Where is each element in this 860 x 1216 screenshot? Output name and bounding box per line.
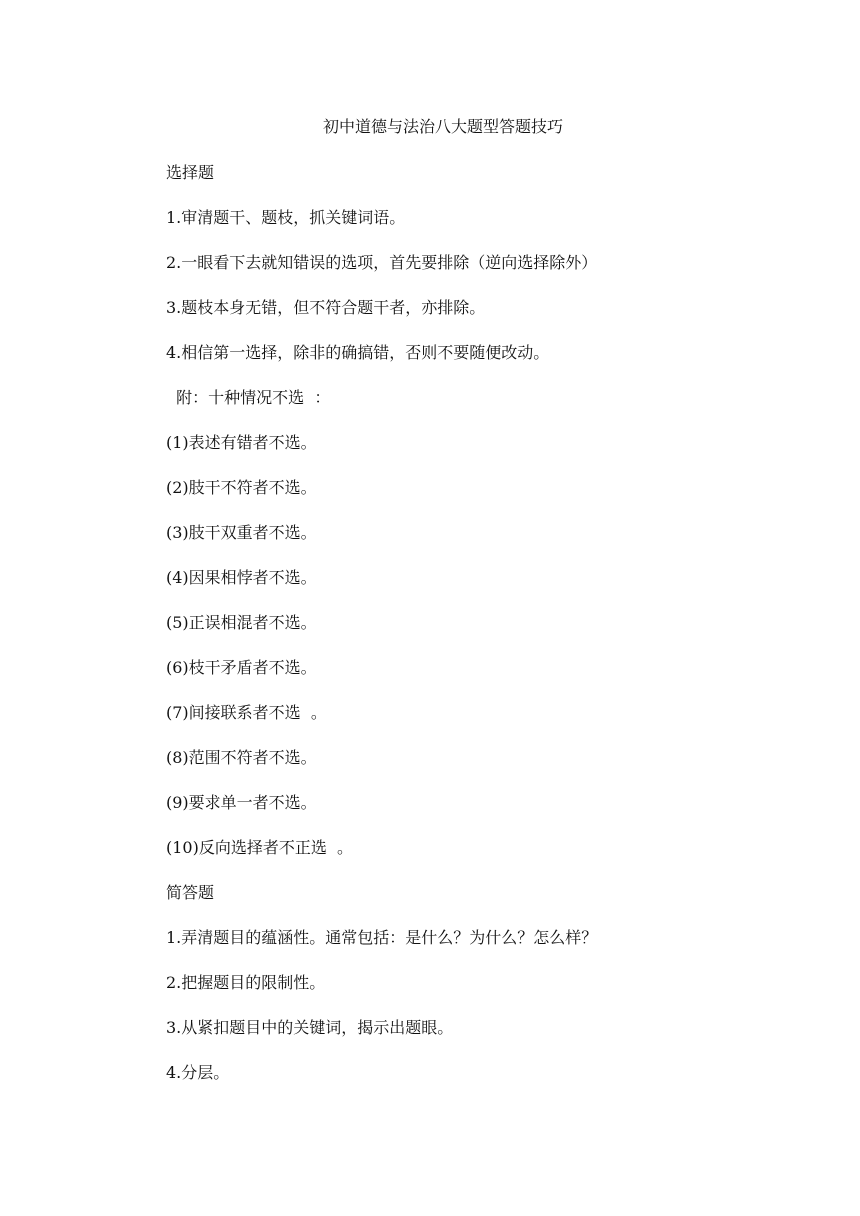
list-item: (3)肢干双重者不选。 xyxy=(166,523,317,542)
appendix-heading: 附：十种情况不选 ： xyxy=(166,388,331,407)
list-item: (4)因果相悖者不选。 xyxy=(166,568,317,587)
list-item: (1)表述有错者不选。 xyxy=(166,433,317,452)
list-item: (2)肢干不符者不选。 xyxy=(166,478,317,497)
paragraph-line: 3.从紧扣题目中的关键词，揭示出题眼。 xyxy=(166,1018,454,1037)
paragraph-line: 4.分层。 xyxy=(166,1063,230,1082)
list-item: (7)间接联系者不选 。 xyxy=(166,703,327,722)
document-title: 初中道德与法治八大题型答题技巧 xyxy=(322,117,563,136)
section-heading-short-answer: 简答题 xyxy=(166,883,215,902)
paragraph-line: 3.题枝本身无错，但不符合题干者，亦排除。 xyxy=(166,298,486,317)
list-item: (10)反向选择者不正选 。 xyxy=(166,838,354,857)
list-item: (8)范围不符者不选。 xyxy=(166,748,317,767)
paragraph-line: 2.把握题目的限制性。 xyxy=(166,973,326,992)
section-heading-choice: 选择题 xyxy=(166,163,215,182)
paragraph-line: 4.相信第一选择，除非的确搞错，否则不要随便改动。 xyxy=(166,343,550,362)
paragraph-line: 2.一眼看下去就知错误的选项，首先要排除（逆向选择除外） xyxy=(166,253,598,272)
paragraph-line: 1.审清题干、题枝，抓关键词语。 xyxy=(166,208,406,227)
list-item: (9)要求单一者不选。 xyxy=(166,793,317,812)
document-body xyxy=(166,162,826,1107)
paragraph-line: 1.弄清题目的蕴涵性。通常包括：是什么？为什么？怎么样？ xyxy=(166,928,598,947)
list-item: (6)枝干矛盾者不选。 xyxy=(166,658,317,677)
list-item: (5)正误相混者不选。 xyxy=(166,613,317,632)
